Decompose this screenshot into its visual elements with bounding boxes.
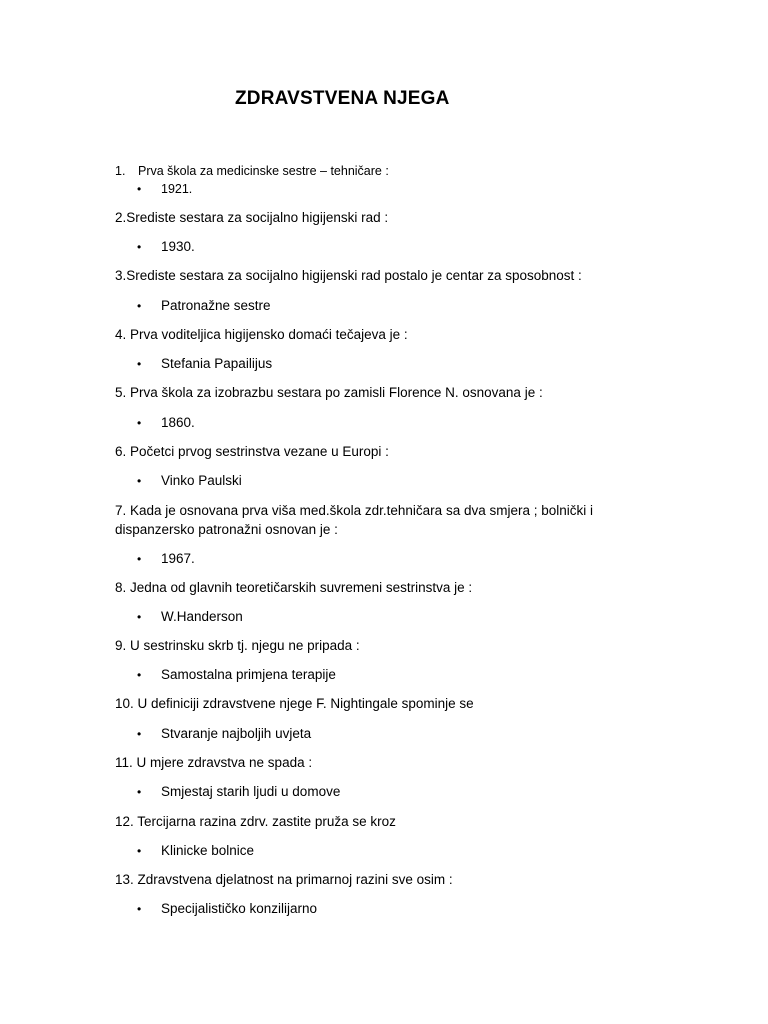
bullet-icon: • xyxy=(137,416,142,430)
question-4: 4. Prva voditeljica higijensko domaći tečajeva je : xyxy=(115,327,408,342)
answer-text: Vinko Paulski xyxy=(161,473,242,488)
question-11: 11. U mjere zdravstva ne spada : xyxy=(115,755,313,770)
bullet-icon: • xyxy=(137,844,142,858)
bullet-icon: • xyxy=(137,299,142,313)
question-6: 6. Početci prvog sestrinstva vezane u Europi : xyxy=(115,444,389,459)
bullet-icon: • xyxy=(137,552,142,566)
bullet-icon: • xyxy=(137,902,142,916)
answer-8 xyxy=(137,607,243,627)
bullet-icon: • xyxy=(137,610,142,624)
answer-text: Specijalističko konzilijarno xyxy=(161,901,318,916)
question-1 xyxy=(115,162,389,181)
answer-3 xyxy=(137,296,271,316)
answer-text: 1967. xyxy=(161,551,195,566)
answer-10 xyxy=(137,724,311,744)
question-7: 7. Kada je osnovana prva viša med.škola zdr.tehničara sa dva smjera ; bolnički i dispanzersko patronažni osnovan je : xyxy=(115,503,593,537)
answer-5 xyxy=(137,413,195,433)
question-5: 5. Prva škola za izobrazbu sestara po zamisli Florence N. osnovana je : xyxy=(115,385,543,400)
question-number: 1. xyxy=(115,164,126,178)
answer-7 xyxy=(137,549,195,569)
answer-text: Patronažne sestre xyxy=(161,298,271,313)
answer-text: W.Handerson xyxy=(161,609,243,624)
answer-text: Samostalna primjena terapije xyxy=(161,667,336,682)
bullet-icon: • xyxy=(137,668,142,682)
answer-13 xyxy=(137,899,317,919)
question-10: 10. U definiciji zdravstvene njege F. Nightingale spominje se xyxy=(115,696,474,711)
bullet-icon: • xyxy=(137,785,142,799)
bullet-icon: • xyxy=(137,474,142,488)
answer-text: Stefania Papailijus xyxy=(161,356,273,371)
answer-text: 1921. xyxy=(161,182,193,196)
question-text: Prva škola za medicinske sestre – tehničare : xyxy=(138,164,389,178)
question-3: 3.Srediste sestara za socijalno higijenski rad postalo je centar za sposobnost : xyxy=(115,268,582,283)
question-2: 2.Srediste sestara za socijalno higijenski rad : xyxy=(115,210,389,225)
answer-9 xyxy=(137,665,336,685)
answer-1 xyxy=(137,180,192,199)
answer-text: 1930. xyxy=(161,239,195,254)
bullet-icon: • xyxy=(137,182,142,196)
answer-12 xyxy=(137,841,254,861)
document-title: ZDRAVSTVENA NJEGA xyxy=(235,88,450,109)
question-8: 8. Jedna od glavnih teoretičarskih suvremeni sestrinstva je : xyxy=(115,580,473,595)
bullet-icon: • xyxy=(137,240,142,254)
question-9: 9. U sestrinsku skrb tj. njegu ne pripada : xyxy=(115,638,360,653)
answer-4 xyxy=(137,354,272,374)
bullet-icon: • xyxy=(137,357,142,371)
answer-11 xyxy=(137,782,340,802)
answer-text: 1860. xyxy=(161,415,195,430)
answer-text: Klinicke bolnice xyxy=(161,843,255,858)
bullet-icon: • xyxy=(137,727,142,741)
answer-text: Smjestaj starih ljudi u domove xyxy=(161,784,341,799)
answer-2 xyxy=(137,237,195,257)
question-12: 12. Tercijarna razina zdrv. zastite pruža se kroz xyxy=(115,814,396,829)
answer-6 xyxy=(137,471,242,491)
answer-text: Stvaranje najboljih uvjeta xyxy=(161,726,312,741)
question-13: 13. Zdravstvena djelatnost na primarnoj razini sve osim : xyxy=(115,872,453,887)
